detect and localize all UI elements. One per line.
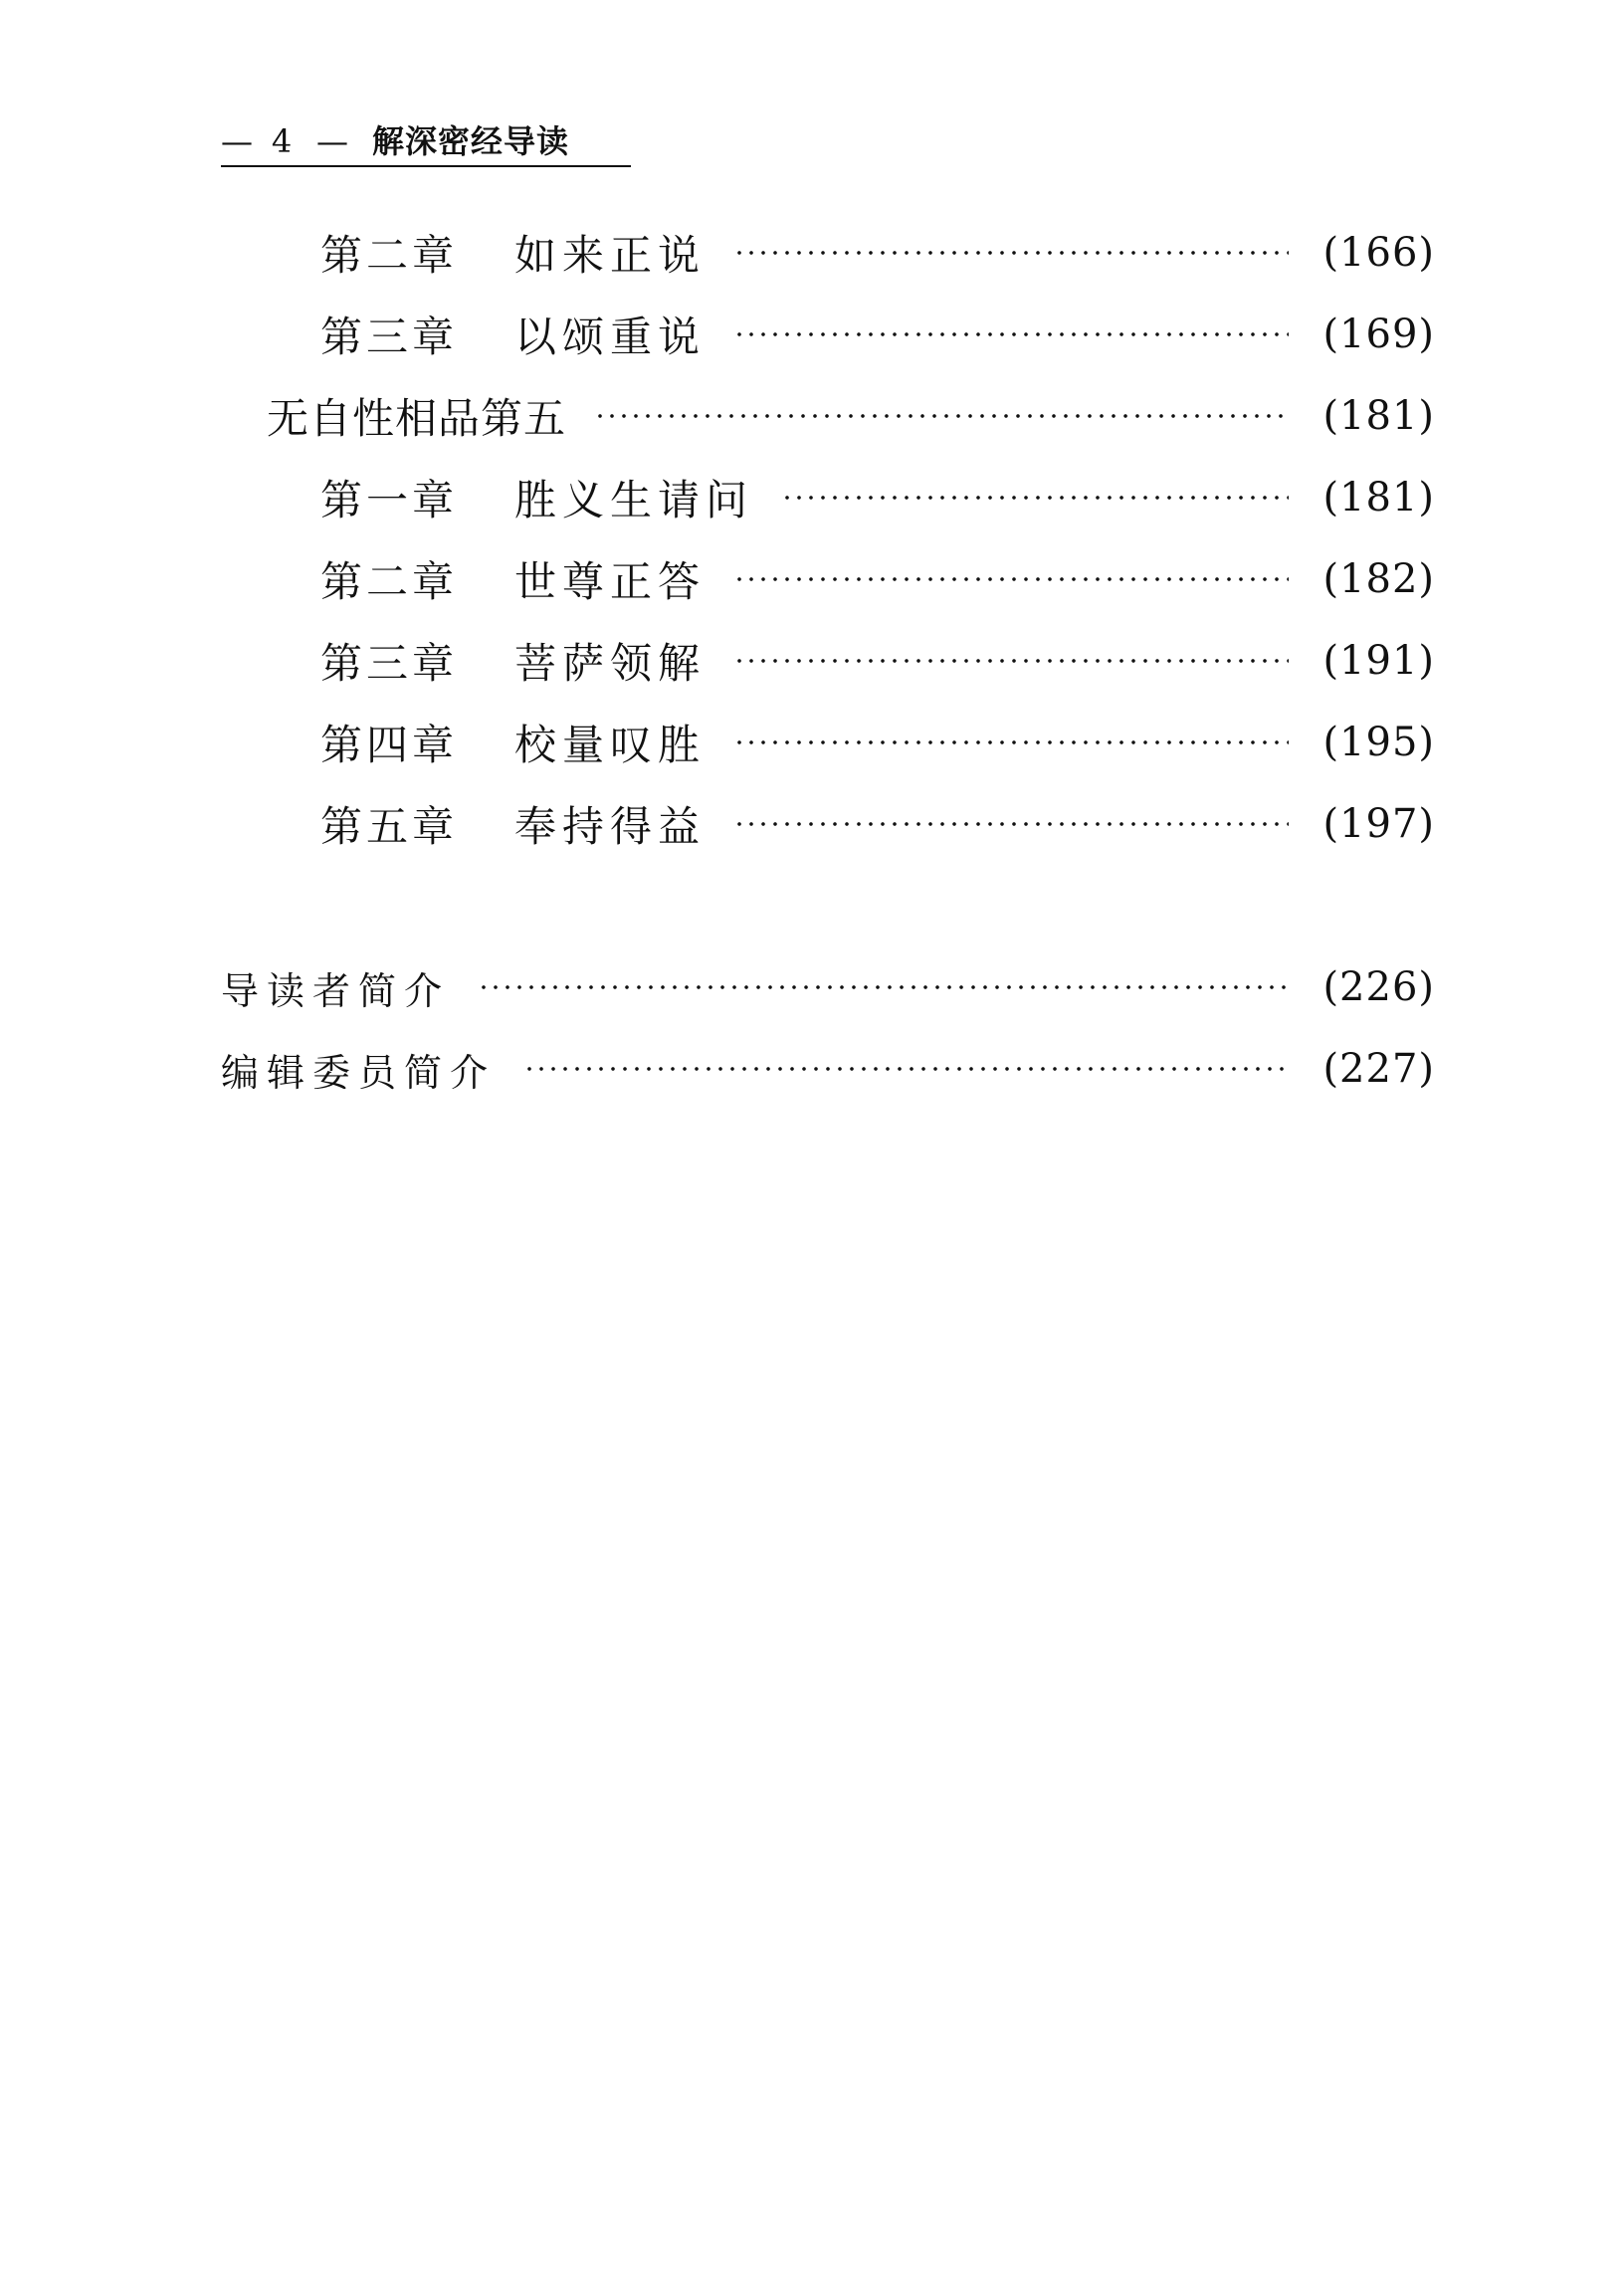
entry-title: 以颂重说 <box>514 313 707 361</box>
page-ref: (181) <box>1322 475 1435 521</box>
page-ref: (169) <box>1322 312 1435 357</box>
chapter-number: 第二章 <box>320 231 459 280</box>
entry-title: 世尊正答 <box>514 557 707 606</box>
toc-section-wuzixingxiang[interactable] <box>267 386 1435 446</box>
toc-entry-chapter-2-zhengshuo[interactable] <box>320 223 1435 283</box>
page-ref: (166) <box>1322 230 1435 276</box>
entry-title: 如来正说 <box>514 231 707 280</box>
dot-leader <box>594 414 1289 418</box>
entry-title: 奉持得益 <box>514 802 707 851</box>
chapter-number: 第三章 <box>320 313 459 361</box>
chapter-number: 第二章 <box>320 557 459 606</box>
toc-appendix-editors-intro[interactable] <box>221 1039 1435 1099</box>
dot-leader <box>733 659 1289 663</box>
dot-leader <box>478 985 1289 989</box>
page-ref: (226) <box>1322 964 1435 1010</box>
toc-entry-chapter-2-shizunzhengda[interactable] <box>320 549 1435 609</box>
section-title: 无自性相品第五 <box>267 394 567 443</box>
toc-appendix-reader-intro[interactable] <box>221 957 1435 1017</box>
page-ref: (182) <box>1322 556 1435 602</box>
toc-entry-chapter-3-pusalingjie[interactable] <box>320 631 1435 691</box>
toc-entry-chapter-3-songchongshuo[interactable] <box>320 305 1435 364</box>
chapter-number: 第一章 <box>320 476 459 524</box>
page-ref: (227) <box>1322 1046 1435 1092</box>
page-header <box>221 117 631 167</box>
chapter-number: 第三章 <box>320 639 459 688</box>
dot-leader <box>733 740 1289 744</box>
toc-entry-chapter-1-shengyisheng[interactable] <box>320 468 1435 527</box>
dot-leader <box>733 251 1289 255</box>
header-dash-right: — <box>316 122 348 160</box>
dot-leader <box>733 822 1289 826</box>
header-dash-left: — <box>221 122 253 160</box>
page-ref: (181) <box>1322 393 1435 439</box>
appendix-title: 导读者简介 <box>221 968 451 1013</box>
page-number: 4 <box>271 122 293 160</box>
chapter-number: 第四章 <box>320 721 459 769</box>
dot-leader <box>781 496 1289 500</box>
entry-title: 胜义生请问 <box>514 476 754 524</box>
book-title: 解深密经导读 <box>372 122 570 160</box>
chapter-number: 第五章 <box>320 802 459 851</box>
appendix-title: 编辑委员简介 <box>221 1050 497 1095</box>
dot-leader <box>733 332 1289 336</box>
page-ref: (195) <box>1322 720 1435 765</box>
entry-title: 菩萨领解 <box>514 639 707 688</box>
entry-title: 校量叹胜 <box>514 721 707 769</box>
dot-leader <box>523 1067 1289 1071</box>
page-ref: (197) <box>1322 801 1435 847</box>
toc-entry-chapter-5-fengchideyi[interactable] <box>320 794 1435 854</box>
dot-leader <box>733 577 1289 581</box>
page-ref: (191) <box>1322 638 1435 684</box>
toc-entry-chapter-4-jiaoliangtansheng[interactable] <box>320 713 1435 772</box>
